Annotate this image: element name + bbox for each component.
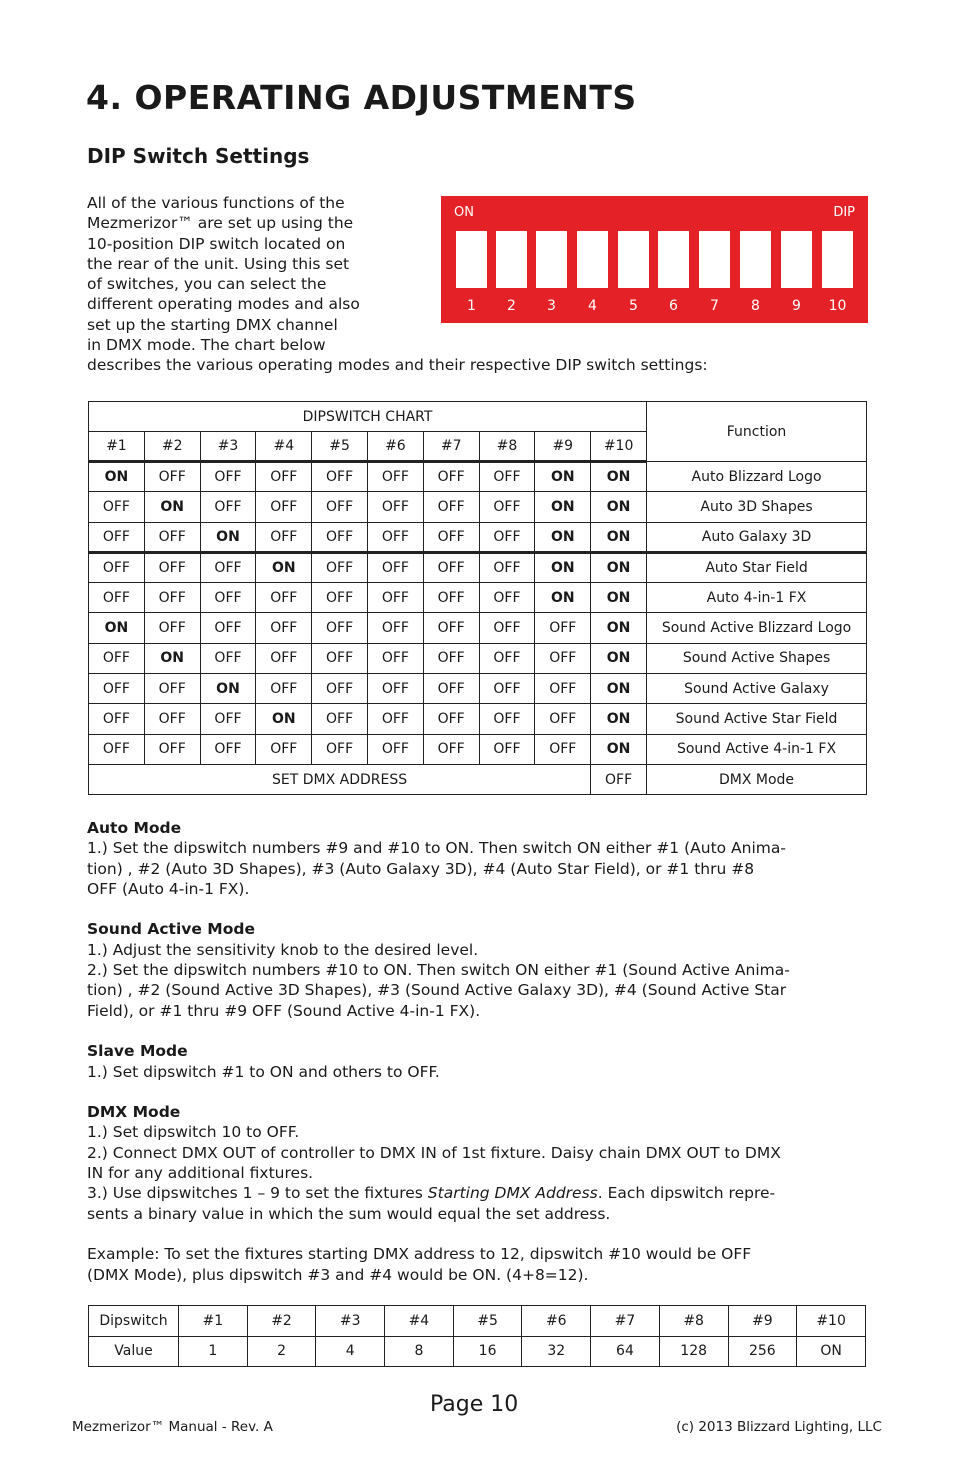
instruction-line: 2.) Connect DMX OUT of controller to DMX IN of 1st fixture. Daisy chain DMX OUT to DMX: [87, 1143, 781, 1162]
switch-state-cell: OFF: [312, 674, 368, 704]
switch-state-cell: OFF: [312, 552, 368, 582]
footer-manual-title: Mezmerizor™ Manual - Rev. A: [72, 1419, 273, 1435]
instruction-line: sents a binary value in which the sum would equal the set address.: [87, 1204, 611, 1223]
switch-state-cell: ON: [200, 674, 256, 704]
dipswitch-header-cell: #6: [522, 1306, 591, 1337]
switch-state-cell: ON: [89, 613, 145, 643]
dip-switch-number: 4: [588, 298, 597, 314]
switch-state-cell: OFF: [256, 522, 312, 552]
switch-state-cell: ON: [591, 613, 647, 643]
switch-state-cell: OFF: [200, 643, 256, 673]
switch-state-cell: OFF: [89, 704, 145, 734]
switch-state-cell: ON: [200, 522, 256, 552]
switch-state-cell: OFF: [256, 734, 312, 764]
binary-value-cell: 64: [591, 1336, 660, 1367]
switch-state-cell: OFF: [200, 552, 256, 582]
function-cell: Auto Star Field: [647, 552, 867, 582]
instruction-line: 2.) Set the dipswitch numbers #10 to ON. Then switch ON either #1 (Sound Active Anima-: [87, 961, 790, 980]
dip-switch-slot: [658, 231, 689, 288]
chart-column-header: #4: [256, 432, 312, 462]
instruction-line: IN for any additional fixtures.: [87, 1164, 314, 1183]
binary-value-cell: 4: [316, 1336, 385, 1367]
table-row: [89, 462, 867, 492]
footer-copyright: (c) 2013 Blizzard Lighting, LLC: [676, 1419, 882, 1435]
switch-state-cell: OFF: [367, 674, 423, 704]
switch-state-cell: OFF: [535, 734, 591, 764]
switch-state-cell: OFF: [89, 552, 145, 582]
switch-state-cell: OFF: [144, 613, 200, 643]
switch-state-cell: OFF: [479, 552, 535, 582]
chart-column-header: #7: [423, 432, 479, 462]
function-cell: Sound Active Star Field: [647, 704, 867, 734]
value-row-label: Value: [89, 1336, 179, 1367]
switch-state-cell: OFF: [312, 462, 368, 492]
switch-state-cell: ON: [535, 492, 591, 522]
switch-state-cell: OFF: [479, 462, 535, 492]
binary-value-cell: 8: [385, 1336, 454, 1367]
switch-state-cell: OFF: [312, 492, 368, 522]
intro-line: of switches, you can select the: [87, 275, 327, 294]
switch-state-cell: OFF: [144, 704, 200, 734]
switch-state-cell: ON: [591, 552, 647, 582]
chart-column-header: #2: [144, 432, 200, 462]
switch-state-cell: ON: [144, 643, 200, 673]
switch-state-cell: OFF: [479, 522, 535, 552]
dip-switch-slot: [781, 231, 812, 288]
dip-on-label: ON: [454, 205, 474, 220]
binary-value-cell: 256: [728, 1336, 797, 1367]
dipswitch-header-cell: #2: [247, 1306, 316, 1337]
switch-state-cell: OFF: [256, 674, 312, 704]
switch-state-cell: OFF: [200, 583, 256, 613]
function-cell: Sound Active Shapes: [647, 643, 867, 673]
switch-state-cell: OFF: [312, 583, 368, 613]
table-row: [89, 643, 867, 673]
dip-switch-slot: [699, 231, 730, 288]
switch-state-cell: OFF: [89, 583, 145, 613]
instruction-line: [87, 1183, 872, 1203]
example-line: (DMX Mode), plus dipswitch #3 and #4 would be ON. (4+8=12).: [87, 1265, 589, 1284]
chart-column-header: #5: [312, 432, 368, 462]
switch-state-cell: ON: [591, 583, 647, 613]
dip-switch-number: 2: [507, 298, 516, 314]
switch-state-cell: OFF: [256, 613, 312, 643]
dip-switch-number: 6: [669, 298, 678, 314]
page-title: 4. OPERATING ADJUSTMENTS: [86, 78, 637, 117]
instruction-line: 1.) Set dipswitch 10 to OFF.: [87, 1123, 300, 1142]
mode-heading: Slave Mode: [87, 1042, 188, 1061]
intro-paragraph: [87, 193, 417, 355]
switch-state-cell: OFF: [89, 522, 145, 552]
dip-switch-number: 5: [629, 298, 638, 314]
switch-state-cell: OFF: [144, 674, 200, 704]
switch-state-cell: OFF: [367, 492, 423, 522]
switch-state-cell: OFF: [423, 734, 479, 764]
switch-state-cell: OFF: [535, 704, 591, 734]
intro-line: in DMX mode. The chart below: [87, 336, 326, 355]
binary-value-cell: 32: [522, 1336, 591, 1367]
switch-state-cell: OFF: [89, 734, 145, 764]
dip-label: DIP: [833, 205, 855, 220]
switch-state-cell: OFF: [367, 522, 423, 552]
binary-value-cell: 1: [179, 1336, 248, 1367]
chart-column-header: #6: [367, 432, 423, 462]
switch-state-cell: OFF: [256, 583, 312, 613]
switch-state-cell: OFF: [367, 643, 423, 673]
switch-state-cell: OFF: [423, 492, 479, 522]
instruction-line: Field), or #1 thru #9 OFF (Sound Active 4-in-1 FX).: [87, 1001, 481, 1020]
switch-state-cell: OFF: [200, 734, 256, 764]
switch-state-cell: OFF: [367, 613, 423, 643]
switch-state-cell: OFF: [367, 462, 423, 492]
switch-state-cell: OFF: [535, 643, 591, 673]
switch-state-cell: ON: [591, 462, 647, 492]
function-cell: Auto 3D Shapes: [647, 492, 867, 522]
dip-switch-number: 3: [547, 298, 556, 314]
dip-switch-graphic: [441, 196, 868, 323]
switch-state-cell: OFF: [479, 613, 535, 643]
switch-state-cell: OFF: [200, 704, 256, 734]
function-cell: Auto Galaxy 3D: [647, 522, 867, 552]
switch-state-cell: ON: [591, 674, 647, 704]
table-row: [89, 674, 867, 704]
table-row: [89, 704, 867, 734]
instruction-line: tion) , #2 (Auto 3D Shapes), #3 (Auto Galaxy 3D), #4 (Auto Star Field), or #1 thru #8: [87, 859, 755, 878]
dipswitch-value-table: [88, 1305, 866, 1367]
function-cell: Sound Active Blizzard Logo: [647, 613, 867, 643]
switch-state-cell: OFF: [312, 704, 368, 734]
intro-line: All of the various functions of the: [87, 194, 345, 212]
dip-switch-slot: [740, 231, 771, 288]
switch-state-cell: OFF: [423, 643, 479, 673]
function-header: Function: [647, 402, 867, 462]
switch-state-cell: OFF: [535, 613, 591, 643]
chart-column-header: #9: [535, 432, 591, 462]
switch-state-cell: ON: [144, 492, 200, 522]
switch-state-cell: OFF: [479, 643, 535, 673]
switch-state-cell: OFF: [479, 704, 535, 734]
switch-state-cell: ON: [256, 704, 312, 734]
switch-state-cell: OFF: [144, 462, 200, 492]
dipswitch-row-label: Dipswitch: [89, 1306, 179, 1337]
switch-state-cell: OFF: [479, 674, 535, 704]
chart-column-header: #10: [591, 432, 647, 462]
switch-state-cell: OFF: [423, 462, 479, 492]
function-cell: Sound Active 4-in-1 FX: [647, 734, 867, 764]
instruction-emphasis: Starting DMX Address: [427, 1184, 598, 1203]
switch-state-cell: OFF: [479, 583, 535, 613]
switch-state-cell: OFF: [367, 583, 423, 613]
switch-state-cell: ON: [89, 462, 145, 492]
example-line: Example: To set the fixtures starting DMX address to 12, dipswitch #10 would be OFF: [87, 1245, 752, 1264]
switch-state-cell: ON: [535, 462, 591, 492]
set-dmx-address-cell: SET DMX ADDRESS: [89, 764, 591, 794]
switch-state-cell: OFF: [256, 492, 312, 522]
switch-state-cell: OFF: [591, 764, 647, 794]
switch-state-cell: ON: [591, 522, 647, 552]
dip-switch-number: 7: [710, 298, 719, 314]
binary-value-cell: 2: [247, 1336, 316, 1367]
switch-state-cell: OFF: [89, 674, 145, 704]
switch-state-cell: ON: [535, 522, 591, 552]
mode-instructions: [87, 818, 872, 1285]
switch-state-cell: OFF: [423, 674, 479, 704]
switch-state-cell: OFF: [479, 734, 535, 764]
table-row: [89, 522, 867, 552]
table-row: [89, 552, 867, 582]
page-number: Page 10: [430, 1392, 519, 1417]
mode-heading: Sound Active Mode: [87, 920, 255, 939]
dipswitch-header-cell: #9: [728, 1306, 797, 1337]
switch-state-cell: ON: [591, 704, 647, 734]
switch-state-cell: OFF: [535, 674, 591, 704]
switch-state-cell: ON: [256, 552, 312, 582]
binary-value-cell: 16: [453, 1336, 522, 1367]
switch-state-cell: OFF: [367, 552, 423, 582]
dip-switch-slot: [536, 231, 567, 288]
switch-state-cell: OFF: [144, 522, 200, 552]
mode-heading: DMX Mode: [87, 1103, 181, 1122]
switch-state-cell: OFF: [89, 492, 145, 522]
chart-column-header: #1: [89, 432, 145, 462]
switch-state-cell: ON: [591, 492, 647, 522]
switch-state-cell: OFF: [312, 522, 368, 552]
dipswitch-header-cell: #7: [591, 1306, 660, 1337]
dip-switch-number: 10: [828, 298, 847, 314]
table-row: [89, 583, 867, 613]
dip-switch-slot: [496, 231, 527, 288]
chart-column-header: #3: [200, 432, 256, 462]
switch-state-cell: OFF: [200, 492, 256, 522]
dipswitch-header-cell: #8: [659, 1306, 728, 1337]
dipswitch-header-cell: #3: [316, 1306, 385, 1337]
instruction-line: 1.) Set the dipswitch numbers #9 and #10 to ON. Then switch ON either #1 (Auto Anima-: [87, 839, 786, 858]
chart-column-header: #8: [479, 432, 535, 462]
instruction-line: OFF (Auto 4-in-1 FX).: [87, 879, 250, 898]
switch-state-cell: OFF: [144, 583, 200, 613]
table-row: [89, 764, 867, 794]
switch-state-cell: OFF: [312, 734, 368, 764]
instruction-line: 1.) Set dipswitch #1 to ON and others to OFF.: [87, 1062, 440, 1081]
function-cell: Auto 4-in-1 FX: [647, 583, 867, 613]
switch-state-cell: ON: [535, 583, 591, 613]
switch-state-cell: ON: [591, 734, 647, 764]
switch-state-cell: OFF: [423, 522, 479, 552]
switch-state-cell: OFF: [144, 734, 200, 764]
instruction-text: 3.) Use dipswitches 1 – 9 to set the fixtures: [87, 1184, 428, 1203]
intro-line: Mezmerizor™ are set up using the: [87, 214, 354, 233]
dipswitch-header-cell: #1: [179, 1306, 248, 1337]
switch-state-cell: OFF: [367, 704, 423, 734]
switch-state-cell: OFF: [423, 552, 479, 582]
binary-value-cell: 128: [659, 1336, 728, 1367]
switch-state-cell: ON: [535, 552, 591, 582]
table-row: [89, 613, 867, 643]
dip-switch-slot: [618, 231, 649, 288]
intro-line: the rear of the unit. Using this set: [87, 254, 350, 273]
function-cell: Sound Active Galaxy: [647, 674, 867, 704]
switch-state-cell: OFF: [312, 613, 368, 643]
instruction-line: tion) , #2 (Sound Active 3D Shapes), #3 (Sound Active Galaxy 3D), #4 (Sound Active Star: [87, 981, 787, 1000]
switch-state-cell: ON: [591, 643, 647, 673]
intro-line: set up the starting DMX channel: [87, 315, 338, 334]
switch-state-cell: OFF: [423, 583, 479, 613]
switch-state-cell: OFF: [144, 552, 200, 582]
switch-state-cell: OFF: [423, 613, 479, 643]
function-cell: DMX Mode: [647, 764, 867, 794]
switch-state-cell: OFF: [312, 643, 368, 673]
dip-switch-slot: [822, 231, 853, 288]
switch-state-cell: OFF: [256, 643, 312, 673]
switch-state-cell: OFF: [479, 492, 535, 522]
switch-state-cell: OFF: [423, 704, 479, 734]
dipswitch-chart: [88, 401, 867, 795]
dip-switch-number: 1: [467, 298, 476, 314]
intro-tail-line: describes the various operating modes and their respective DIP switch settings:: [87, 356, 708, 374]
table-row: [89, 492, 867, 522]
dipswitch-header-cell: #10: [797, 1306, 866, 1337]
chart-title: DIPSWITCH CHART: [89, 402, 647, 432]
intro-line: different operating modes and also: [87, 295, 360, 314]
dip-switch-slot: [577, 231, 608, 288]
intro-line: 10-position DIP switch located on: [87, 234, 346, 253]
switch-state-cell: OFF: [367, 734, 423, 764]
mode-heading: Auto Mode: [87, 819, 182, 837]
table-row: [89, 734, 867, 764]
switch-state-cell: OFF: [89, 643, 145, 673]
dip-switch-number: 9: [792, 298, 801, 314]
dip-switch-number: 8: [751, 298, 760, 314]
dip-switch-slot: [456, 231, 487, 288]
instruction-text: . Each dipswitch repre-: [597, 1184, 776, 1203]
instruction-line: 1.) Adjust the sensitivity knob to the desired level.: [87, 940, 479, 959]
switch-state-cell: OFF: [200, 462, 256, 492]
function-cell: Auto Blizzard Logo: [647, 462, 867, 492]
dipswitch-header-cell: #5: [453, 1306, 522, 1337]
dipswitch-header-cell: #4: [385, 1306, 454, 1337]
binary-value-cell: ON: [797, 1336, 866, 1367]
switch-state-cell: OFF: [256, 462, 312, 492]
switch-state-cell: OFF: [200, 613, 256, 643]
section-title: DIP Switch Settings: [87, 144, 310, 168]
